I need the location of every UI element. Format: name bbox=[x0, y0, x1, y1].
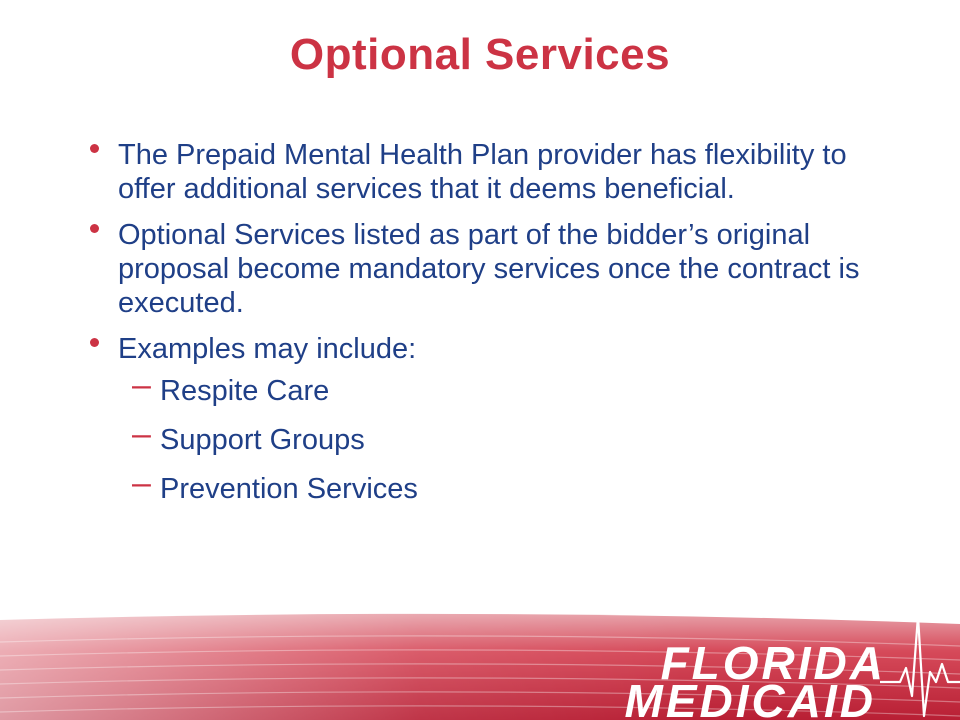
dash-marker-icon: – bbox=[132, 415, 151, 453]
sub-item bbox=[132, 415, 890, 457]
bullet-text: Optional Services listed as part of the bidder’s original proposal become mandatory services once the contract is executed. bbox=[118, 219, 860, 319]
sub-item-text: Support Groups bbox=[160, 424, 365, 456]
logo-medicaid: MEDICAID bbox=[624, 675, 876, 720]
dash-marker-icon: – bbox=[132, 464, 151, 502]
sub-item-text: Prevention Services bbox=[160, 473, 418, 505]
sub-list bbox=[118, 366, 890, 506]
footer-band bbox=[0, 612, 960, 720]
bullet-item bbox=[90, 332, 890, 506]
sub-item-text: Respite Care bbox=[160, 375, 330, 407]
bullet-item bbox=[90, 218, 890, 320]
bullet-text: The Prepaid Mental Health Plan provider has flexibility to offer additional services that it deems beneficial. bbox=[118, 139, 847, 205]
bullet-dot-icon bbox=[90, 338, 99, 347]
logo-florida: FLORIDA bbox=[660, 637, 886, 689]
bullet-dot-icon bbox=[90, 224, 99, 233]
bullet-item bbox=[90, 138, 890, 206]
bullet-list bbox=[90, 138, 890, 521]
sub-item bbox=[132, 366, 890, 408]
slide-title: Optional Services bbox=[289, 30, 671, 79]
sub-item bbox=[132, 464, 890, 506]
bullet-dot-icon bbox=[90, 144, 99, 153]
dash-marker-icon: – bbox=[132, 366, 151, 404]
bullet-text: Examples may include: bbox=[118, 333, 417, 365]
